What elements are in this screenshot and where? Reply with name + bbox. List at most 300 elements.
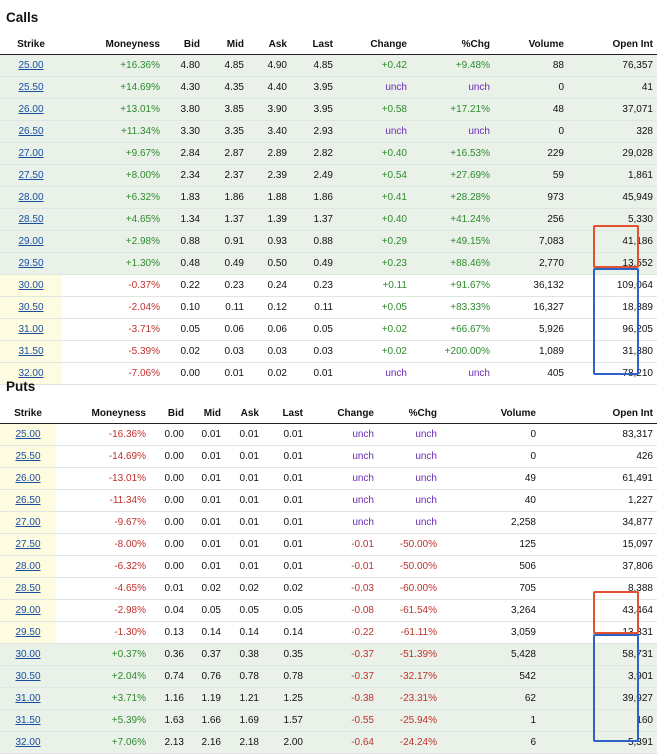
bid-value: 2.84: [164, 143, 204, 165]
puts-title: Puts: [6, 379, 36, 394]
strike-link[interactable]: 25.50: [18, 82, 44, 93]
ask-value: 0.12: [248, 297, 291, 319]
bid-value: 0.00: [150, 446, 188, 468]
mid-value: 0.49: [204, 253, 248, 275]
bid-value: 1.83: [164, 187, 204, 209]
pct-change-value: -25.94%: [378, 710, 441, 732]
mid-value: 0.01: [188, 534, 225, 556]
volume-value: 705: [441, 578, 540, 600]
mid-value: 0.01: [188, 424, 225, 446]
bid-value: 0.22: [164, 275, 204, 297]
moneyness-value: +5.39%: [56, 710, 150, 732]
last-value: 0.01: [263, 512, 307, 534]
strike-cell: [0, 275, 62, 297]
ask-value: 0.06: [248, 319, 291, 341]
puts-row[interactable]: [0, 622, 657, 644]
strike-cell: [0, 512, 56, 534]
volume-value: 36,132: [494, 275, 568, 297]
calls-row[interactable]: [0, 275, 657, 297]
volume-value: 2,258: [441, 512, 540, 534]
ask-value: 0.78: [225, 666, 263, 688]
moneyness-value: -9.67%: [56, 512, 150, 534]
pct-change-value: -23.31%: [378, 688, 441, 710]
puts-row[interactable]: [0, 424, 657, 446]
volume-value: 0: [441, 446, 540, 468]
pct-change-value: unch: [411, 77, 494, 99]
col-header-strike[interactable]: Strike: [0, 34, 62, 55]
moneyness-value: -13.01%: [56, 468, 150, 490]
pct-change-value: unch: [411, 121, 494, 143]
mid-value: 0.02: [188, 578, 225, 600]
bid-value: 0.00: [150, 424, 188, 446]
pct-change-value: +200.00%: [411, 341, 494, 363]
open-interest-value: 31,380: [568, 341, 657, 363]
bid-value: 2.13: [150, 732, 188, 754]
bid-value: 0.02: [164, 341, 204, 363]
pct-change-value: +16.53%: [411, 143, 494, 165]
moneyness-value: +14.69%: [62, 77, 164, 99]
change-value: unch: [307, 468, 378, 490]
open-interest-value: 5,391: [540, 732, 657, 754]
ask-value: 1.39: [248, 209, 291, 231]
strike-link[interactable]: 31.00: [18, 324, 44, 335]
strike-link[interactable]: 27.00: [15, 517, 41, 528]
strike-cell: [0, 253, 62, 275]
strike-cell: [0, 710, 56, 732]
volume-value: 40: [441, 490, 540, 512]
puts-row[interactable]: [0, 600, 657, 622]
pct-change-value: -24.24%: [378, 732, 441, 754]
pct-change-value: +91.67%: [411, 275, 494, 297]
open-interest-value: 41,186: [568, 231, 657, 253]
puts-row[interactable]: [0, 666, 657, 688]
open-interest-value: 1,861: [568, 165, 657, 187]
volume-value: 0: [494, 77, 568, 99]
strike-link[interactable]: 26.00: [18, 104, 44, 115]
bid-value: 0.13: [150, 622, 188, 644]
ask-value: 4.90: [248, 55, 291, 77]
moneyness-value: +9.67%: [62, 143, 164, 165]
last-value: 0.01: [291, 363, 337, 385]
puts-row[interactable]: [0, 490, 657, 512]
strike-link[interactable]: 26.50: [18, 126, 44, 137]
puts-header-row: [0, 403, 657, 424]
col-header-volume[interactable]: Volume: [441, 403, 540, 424]
col-header-open-int[interactable]: Open Int: [540, 403, 657, 424]
mid-value: 1.86: [204, 187, 248, 209]
col-header-moneyness[interactable]: Moneyness: [62, 34, 164, 55]
ask-value: 0.05: [225, 600, 263, 622]
last-value: 0.01: [263, 424, 307, 446]
moneyness-value: +0.37%: [56, 644, 150, 666]
pct-change-value: unch: [411, 363, 494, 385]
calls-row[interactable]: [0, 77, 657, 99]
puts-row[interactable]: [0, 710, 657, 732]
strike-link[interactable]: 32.00: [18, 368, 44, 379]
last-value: 0.88: [291, 231, 337, 253]
col-header-mid[interactable]: Mid: [188, 403, 225, 424]
open-interest-value: 3,901: [540, 666, 657, 688]
calls-row[interactable]: [0, 231, 657, 253]
change-value: +0.29: [337, 231, 411, 253]
last-value: 2.82: [291, 143, 337, 165]
mid-value: 0.91: [204, 231, 248, 253]
col-header-pctchg[interactable]: %Chg: [411, 34, 494, 55]
last-value: 0.05: [263, 600, 307, 622]
open-interest-value: 43,464: [540, 600, 657, 622]
strike-link[interactable]: 27.00: [18, 148, 44, 159]
puts-row[interactable]: [0, 578, 657, 600]
col-header-open-int[interactable]: Open Int: [568, 34, 657, 55]
strike-link[interactable]: 27.50: [18, 170, 44, 181]
col-header-volume[interactable]: Volume: [494, 34, 568, 55]
open-interest-value: 5,330: [568, 209, 657, 231]
mid-value: 2.16: [188, 732, 225, 754]
puts-row[interactable]: [0, 644, 657, 666]
puts-row[interactable]: [0, 468, 657, 490]
pct-change-value: -61.54%: [378, 600, 441, 622]
strike-link[interactable]: 31.50: [15, 715, 41, 726]
open-interest-value: 1,227: [540, 490, 657, 512]
open-interest-value: 39,927: [540, 688, 657, 710]
change-value: -0.08: [307, 600, 378, 622]
puts-row[interactable]: [0, 446, 657, 468]
volume-value: 48: [494, 99, 568, 121]
moneyness-value: -2.98%: [56, 600, 150, 622]
strike-cell: [0, 209, 62, 231]
strike-cell: [0, 77, 62, 99]
calls-row[interactable]: [0, 297, 657, 319]
last-value: 0.01: [263, 490, 307, 512]
strike-link[interactable]: 28.00: [18, 192, 44, 203]
strike-link[interactable]: 32.00: [15, 737, 41, 748]
bid-value: 4.30: [164, 77, 204, 99]
strike-cell: [0, 231, 62, 253]
volume-value: 3,264: [441, 600, 540, 622]
moneyness-value: -14.69%: [56, 446, 150, 468]
mid-value: 0.03: [204, 341, 248, 363]
volume-value: 973: [494, 187, 568, 209]
strike-link[interactable]: 28.50: [18, 214, 44, 225]
open-interest-value: 8,388: [540, 578, 657, 600]
open-interest-value: 109,064: [568, 275, 657, 297]
moneyness-value: +16.36%: [62, 55, 164, 77]
calls-row[interactable]: [0, 341, 657, 363]
bid-value: 1.63: [150, 710, 188, 732]
col-header-ask[interactable]: Ask: [248, 34, 291, 55]
bid-value: 2.34: [164, 165, 204, 187]
mid-value: 0.06: [204, 319, 248, 341]
strike-cell: [0, 55, 62, 77]
volume-value: 6: [441, 732, 540, 754]
moneyness-value: +13.01%: [62, 99, 164, 121]
bid-value: 0.88: [164, 231, 204, 253]
strike-cell: [0, 644, 56, 666]
bid-value: 1.34: [164, 209, 204, 231]
bid-value: 0.36: [150, 644, 188, 666]
moneyness-value: +1.30%: [62, 253, 164, 275]
volume-value: 59: [494, 165, 568, 187]
volume-value: 49: [441, 468, 540, 490]
strike-link[interactable]: 25.00: [18, 60, 44, 71]
calls-row[interactable]: [0, 99, 657, 121]
last-value: 3.95: [291, 99, 337, 121]
moneyness-value: +3.71%: [56, 688, 150, 710]
ask-value: 0.01: [225, 490, 263, 512]
calls-title: Calls: [6, 10, 39, 25]
change-value: unch: [337, 363, 411, 385]
volume-value: 5,926: [494, 319, 568, 341]
last-value: 1.25: [263, 688, 307, 710]
open-interest-value: 328: [568, 121, 657, 143]
change-value: -0.01: [307, 534, 378, 556]
moneyness-value: -1.30%: [56, 622, 150, 644]
change-value: -0.01: [307, 556, 378, 578]
calls-row[interactable]: [0, 363, 657, 385]
volume-value: 62: [441, 688, 540, 710]
change-value: +0.40: [337, 143, 411, 165]
mid-value: 1.19: [188, 688, 225, 710]
strike-cell: [0, 578, 56, 600]
pct-change-value: -51.39%: [378, 644, 441, 666]
col-header-pctchg[interactable]: %Chg: [378, 403, 441, 424]
pct-change-value: -50.00%: [378, 556, 441, 578]
pct-change-value: -50.00%: [378, 534, 441, 556]
mid-value: 3.35: [204, 121, 248, 143]
puts-row[interactable]: [0, 534, 657, 556]
calls-row[interactable]: [0, 319, 657, 341]
last-value: 1.37: [291, 209, 337, 231]
volume-value: 1: [441, 710, 540, 732]
col-header-strike[interactable]: Strike: [0, 403, 56, 424]
calls-row[interactable]: [0, 165, 657, 187]
calls-row[interactable]: [0, 143, 657, 165]
strike-link[interactable]: 29.00: [15, 605, 41, 616]
strike-link[interactable]: 28.50: [15, 583, 41, 594]
strike-link[interactable]: 29.50: [18, 258, 44, 269]
pct-change-value: +27.69%: [411, 165, 494, 187]
col-header-bid[interactable]: Bid: [150, 403, 188, 424]
change-value: -0.55: [307, 710, 378, 732]
pct-change-value: +88.46%: [411, 253, 494, 275]
col-header-ask[interactable]: Ask: [225, 403, 263, 424]
calls-row[interactable]: [0, 209, 657, 231]
calls-table: [0, 34, 657, 385]
ask-value: 0.01: [225, 512, 263, 534]
moneyness-value: +11.34%: [62, 121, 164, 143]
strike-link[interactable]: 30.50: [15, 671, 41, 682]
mid-value: 0.37: [188, 644, 225, 666]
last-value: 0.23: [291, 275, 337, 297]
volume-value: 256: [494, 209, 568, 231]
puts-row[interactable]: [0, 556, 657, 578]
puts-row[interactable]: [0, 688, 657, 710]
bid-value: 0.05: [164, 319, 204, 341]
volume-value: 7,083: [494, 231, 568, 253]
volume-value: 88: [494, 55, 568, 77]
last-value: 2.93: [291, 121, 337, 143]
mid-value: 0.23: [204, 275, 248, 297]
ask-value: 0.03: [248, 341, 291, 363]
strike-link[interactable]: 29.00: [18, 236, 44, 247]
volume-value: 2,770: [494, 253, 568, 275]
open-interest-value: 160: [540, 710, 657, 732]
bid-value: 3.80: [164, 99, 204, 121]
moneyness-value: -4.65%: [56, 578, 150, 600]
strike-cell: [0, 297, 62, 319]
moneyness-value: +4.65%: [62, 209, 164, 231]
change-value: -0.37: [307, 644, 378, 666]
strike-cell: [0, 600, 56, 622]
bid-value: 0.00: [150, 534, 188, 556]
change-value: +0.11: [337, 275, 411, 297]
moneyness-value: -6.32%: [56, 556, 150, 578]
change-value: +0.58: [337, 99, 411, 121]
bid-value: 0.10: [164, 297, 204, 319]
change-value: unch: [307, 424, 378, 446]
change-value: +0.23: [337, 253, 411, 275]
ask-value: 0.14: [225, 622, 263, 644]
last-value: 0.14: [263, 622, 307, 644]
calls-row[interactable]: [0, 121, 657, 143]
last-value: 0.11: [291, 297, 337, 319]
change-value: +0.02: [337, 319, 411, 341]
calls-row[interactable]: [0, 253, 657, 275]
change-value: unch: [307, 446, 378, 468]
puts-table: [0, 403, 657, 754]
last-value: 0.01: [263, 446, 307, 468]
mid-value: 4.35: [204, 77, 248, 99]
strike-cell: [0, 165, 62, 187]
moneyness-value: +8.00%: [62, 165, 164, 187]
pct-change-value: +66.67%: [411, 319, 494, 341]
ask-value: 0.38: [225, 644, 263, 666]
strike-cell: [0, 99, 62, 121]
moneyness-value: +2.04%: [56, 666, 150, 688]
open-interest-value: 78,210: [568, 363, 657, 385]
last-value: 0.01: [263, 468, 307, 490]
last-value: 0.05: [291, 319, 337, 341]
last-value: 0.01: [263, 534, 307, 556]
moneyness-value: +7.06%: [56, 732, 150, 754]
strike-link[interactable]: 26.00: [15, 473, 41, 484]
ask-value: 0.01: [225, 468, 263, 490]
change-value: +0.40: [337, 209, 411, 231]
volume-value: 0: [441, 424, 540, 446]
ask-value: 2.18: [225, 732, 263, 754]
strike-link[interactable]: 28.00: [15, 561, 41, 572]
ask-value: 1.21: [225, 688, 263, 710]
col-header-last[interactable]: Last: [291, 34, 337, 55]
open-interest-value: 76,357: [568, 55, 657, 77]
calls-row[interactable]: [0, 187, 657, 209]
mid-value: 1.66: [188, 710, 225, 732]
last-value: 0.02: [263, 578, 307, 600]
pct-change-value: +49.15%: [411, 231, 494, 253]
last-value: 4.85: [291, 55, 337, 77]
strike-cell: [0, 732, 56, 754]
moneyness-value: -16.36%: [56, 424, 150, 446]
volume-value: 0: [494, 121, 568, 143]
ask-value: 0.01: [225, 534, 263, 556]
change-value: -0.37: [307, 666, 378, 688]
open-interest-value: 37,806: [540, 556, 657, 578]
calls-row[interactable]: [0, 55, 657, 77]
pct-change-value: unch: [378, 424, 441, 446]
ask-value: 0.93: [248, 231, 291, 253]
strike-cell: [0, 446, 56, 468]
change-value: +0.54: [337, 165, 411, 187]
strike-link[interactable]: 25.00: [15, 429, 41, 440]
bid-value: 3.30: [164, 121, 204, 143]
open-interest-value: 34,877: [540, 512, 657, 534]
change-value: -0.64: [307, 732, 378, 754]
mid-value: 1.37: [204, 209, 248, 231]
last-value: 1.86: [291, 187, 337, 209]
strike-link[interactable]: 25.50: [15, 451, 41, 462]
moneyness-value: -0.37%: [62, 275, 164, 297]
pct-change-value: +28.28%: [411, 187, 494, 209]
pct-change-value: -32.17%: [378, 666, 441, 688]
pct-change-value: +83.33%: [411, 297, 494, 319]
mid-value: 0.01: [188, 490, 225, 512]
volume-value: 3,059: [441, 622, 540, 644]
change-value: unch: [337, 121, 411, 143]
open-interest-value: 61,491: [540, 468, 657, 490]
bid-value: 0.00: [150, 556, 188, 578]
col-header-moneyness[interactable]: Moneyness: [56, 403, 150, 424]
strike-link[interactable]: 26.50: [15, 495, 41, 506]
moneyness-value: -5.39%: [62, 341, 164, 363]
strike-cell: [0, 666, 56, 688]
strike-link[interactable]: 29.50: [15, 627, 41, 638]
change-value: +0.02: [337, 341, 411, 363]
ask-value: 0.01: [225, 446, 263, 468]
col-header-change[interactable]: Change: [337, 34, 411, 55]
bid-value: 0.00: [150, 468, 188, 490]
strike-link[interactable]: 27.50: [15, 539, 41, 550]
strike-cell: [0, 490, 56, 512]
strike-link[interactable]: 30.00: [15, 649, 41, 660]
volume-value: 405: [494, 363, 568, 385]
col-header-change[interactable]: Change: [307, 403, 378, 424]
col-header-mid[interactable]: Mid: [204, 34, 248, 55]
puts-row[interactable]: [0, 732, 657, 754]
open-interest-value: 29,028: [568, 143, 657, 165]
strike-cell: [0, 424, 56, 446]
open-interest-value: 58,731: [540, 644, 657, 666]
strike-link[interactable]: 31.00: [15, 693, 41, 704]
strike-link[interactable]: 31.50: [18, 346, 44, 357]
last-value: 3.95: [291, 77, 337, 99]
pct-change-value: unch: [378, 490, 441, 512]
change-value: unch: [337, 77, 411, 99]
ask-value: 1.69: [225, 710, 263, 732]
col-header-bid[interactable]: Bid: [164, 34, 204, 55]
bid-value: 0.74: [150, 666, 188, 688]
moneyness-value: -8.00%: [56, 534, 150, 556]
col-header-last[interactable]: Last: [263, 403, 307, 424]
strike-link[interactable]: 30.50: [18, 302, 44, 313]
mid-value: 2.87: [204, 143, 248, 165]
mid-value: 0.05: [188, 600, 225, 622]
strike-link[interactable]: 30.00: [18, 280, 44, 291]
ask-value: 2.89: [248, 143, 291, 165]
ask-value: 0.50: [248, 253, 291, 275]
mid-value: 4.85: [204, 55, 248, 77]
change-value: unch: [307, 512, 378, 534]
puts-row[interactable]: [0, 512, 657, 534]
